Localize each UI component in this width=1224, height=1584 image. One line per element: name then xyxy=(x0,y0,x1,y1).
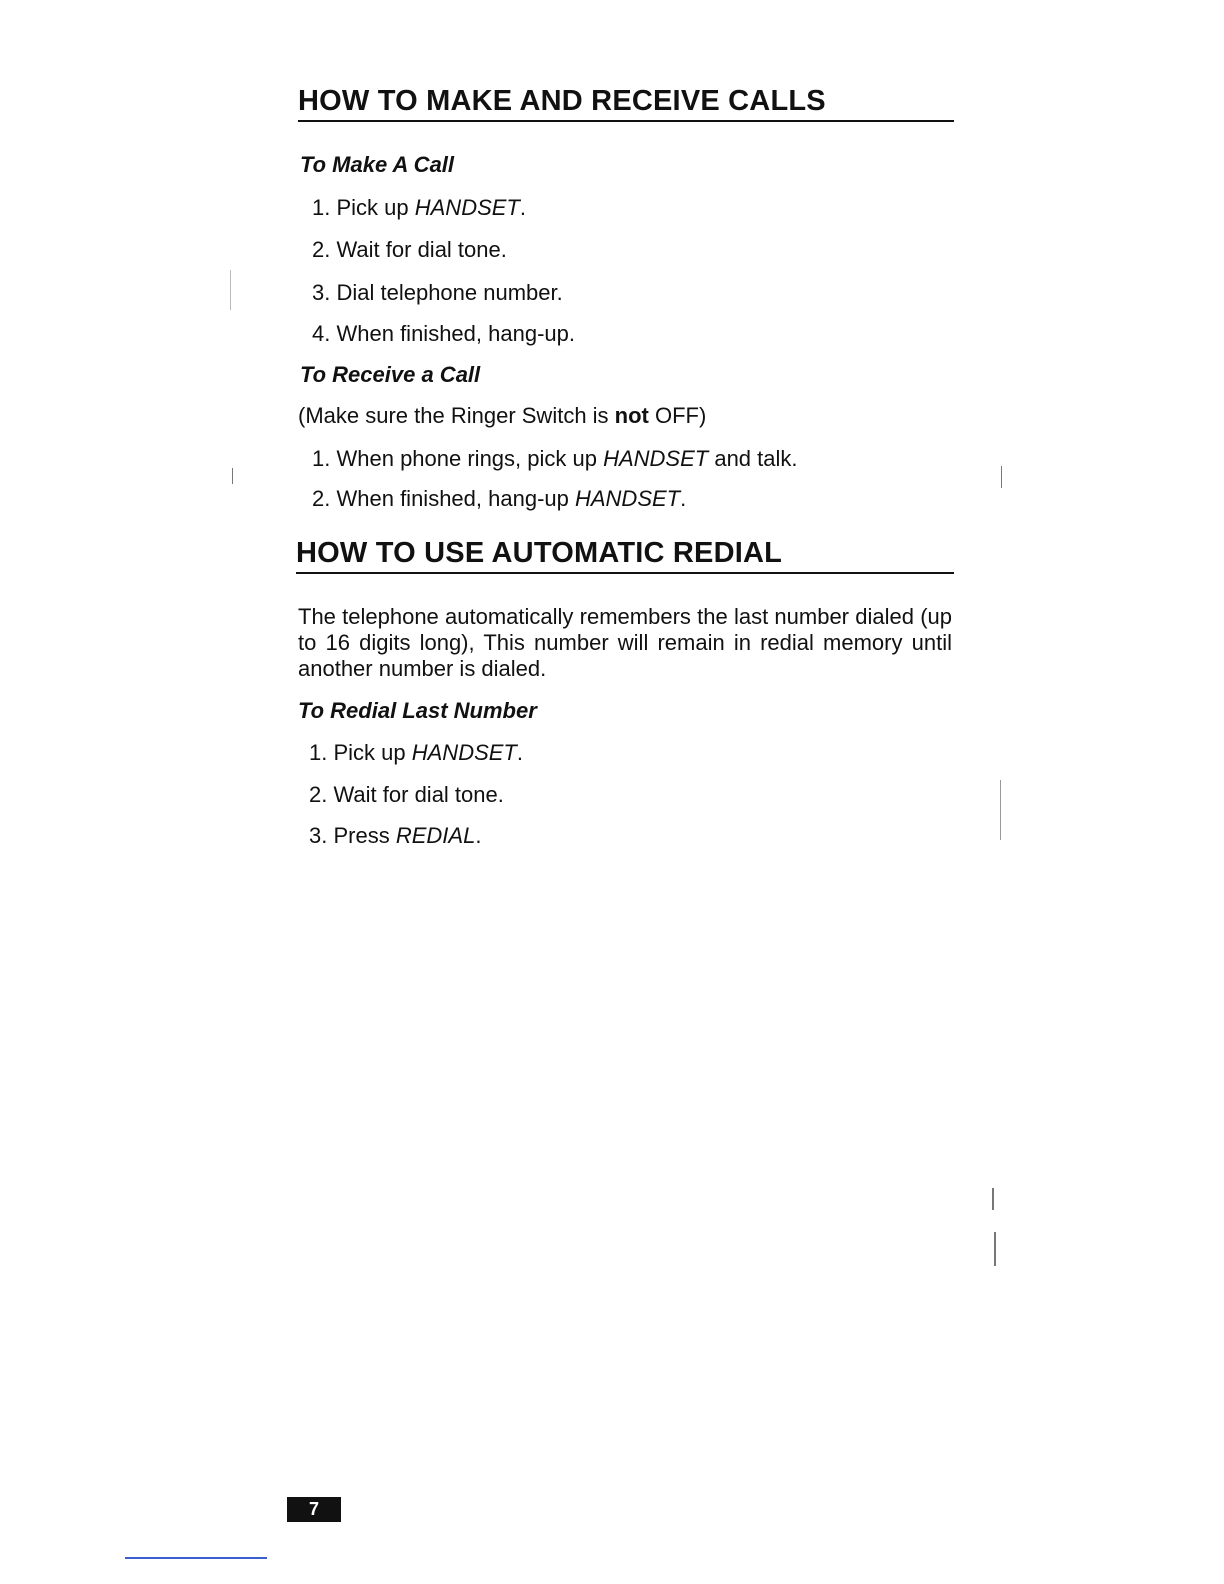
step-text: Wait for dial tone. xyxy=(336,237,507,262)
receive-call-step-1 xyxy=(312,446,798,472)
step-emphasis: HANDSET xyxy=(411,740,517,765)
step-number: 2. xyxy=(309,782,328,807)
subheading-redial: To Redial Last Number xyxy=(298,698,537,723)
note-text-end: OFF) xyxy=(648,403,707,428)
step-number: 4. xyxy=(312,321,331,346)
scan-mark xyxy=(1001,466,1002,488)
page-number-badge: 7 xyxy=(287,1497,341,1522)
step-text-end: . xyxy=(519,195,526,220)
step-text-end: . xyxy=(475,823,482,848)
scan-mark xyxy=(232,468,233,484)
receive-call-step-2 xyxy=(312,486,686,512)
note-bold: not xyxy=(614,403,649,428)
step-text: When finished, hang-up xyxy=(336,486,575,511)
step-number: 1. xyxy=(312,195,331,220)
step-text: Dial telephone number. xyxy=(336,280,563,305)
scan-mark xyxy=(994,1232,996,1266)
redial-step-1 xyxy=(309,740,523,766)
step-number: 3. xyxy=(312,280,331,305)
step-emphasis: HANDSET xyxy=(414,195,520,220)
step-text: Press xyxy=(333,823,396,848)
scan-mark xyxy=(992,1188,994,1210)
footer-rule xyxy=(125,1557,267,1559)
step-number: 1. xyxy=(309,740,328,765)
section-heading-make-receive: HOW TO MAKE AND RECEIVE CALLS xyxy=(298,84,954,122)
make-call-step-3 xyxy=(312,280,563,306)
step-text: Wait for dial tone. xyxy=(333,782,504,807)
step-number: 1. xyxy=(312,446,331,471)
note-text: (Make sure the Ringer Switch is xyxy=(298,403,615,428)
step-emphasis: HANDSET xyxy=(603,446,709,471)
make-call-step-4 xyxy=(312,321,575,347)
step-emphasis: REDIAL xyxy=(395,823,476,848)
step-text: When finished, hang-up. xyxy=(336,321,575,346)
step-number: 2. xyxy=(312,237,331,262)
make-call-step-1 xyxy=(312,195,526,221)
step-text-end: . xyxy=(516,740,523,765)
subheading-make-call: To Make A Call xyxy=(300,152,455,177)
scan-mark xyxy=(230,270,231,310)
redial-step-2 xyxy=(309,782,504,808)
scan-mark xyxy=(1000,780,1001,840)
ringer-note xyxy=(298,403,706,429)
step-text: Pick up xyxy=(336,195,415,220)
step-text: Pick up xyxy=(333,740,412,765)
section-heading-redial: HOW TO USE AUTOMATIC REDIAL xyxy=(296,536,954,574)
step-emphasis: HANDSET xyxy=(574,486,681,511)
step-text: When phone rings, pick up xyxy=(336,446,604,471)
make-call-step-2 xyxy=(312,237,507,263)
step-number: 3. xyxy=(309,823,328,848)
redial-description: The telephone automatically remembers the last number dialed (up to 16 digits long), This number will remain in redial memory until another number is dialed. xyxy=(298,604,952,681)
redial-step-3 xyxy=(309,823,481,849)
step-number: 2. xyxy=(312,486,331,511)
subheading-receive-call: To Receive a Call xyxy=(300,362,481,387)
step-text-end: and talk. xyxy=(708,446,798,471)
step-text-end: . xyxy=(680,486,687,511)
